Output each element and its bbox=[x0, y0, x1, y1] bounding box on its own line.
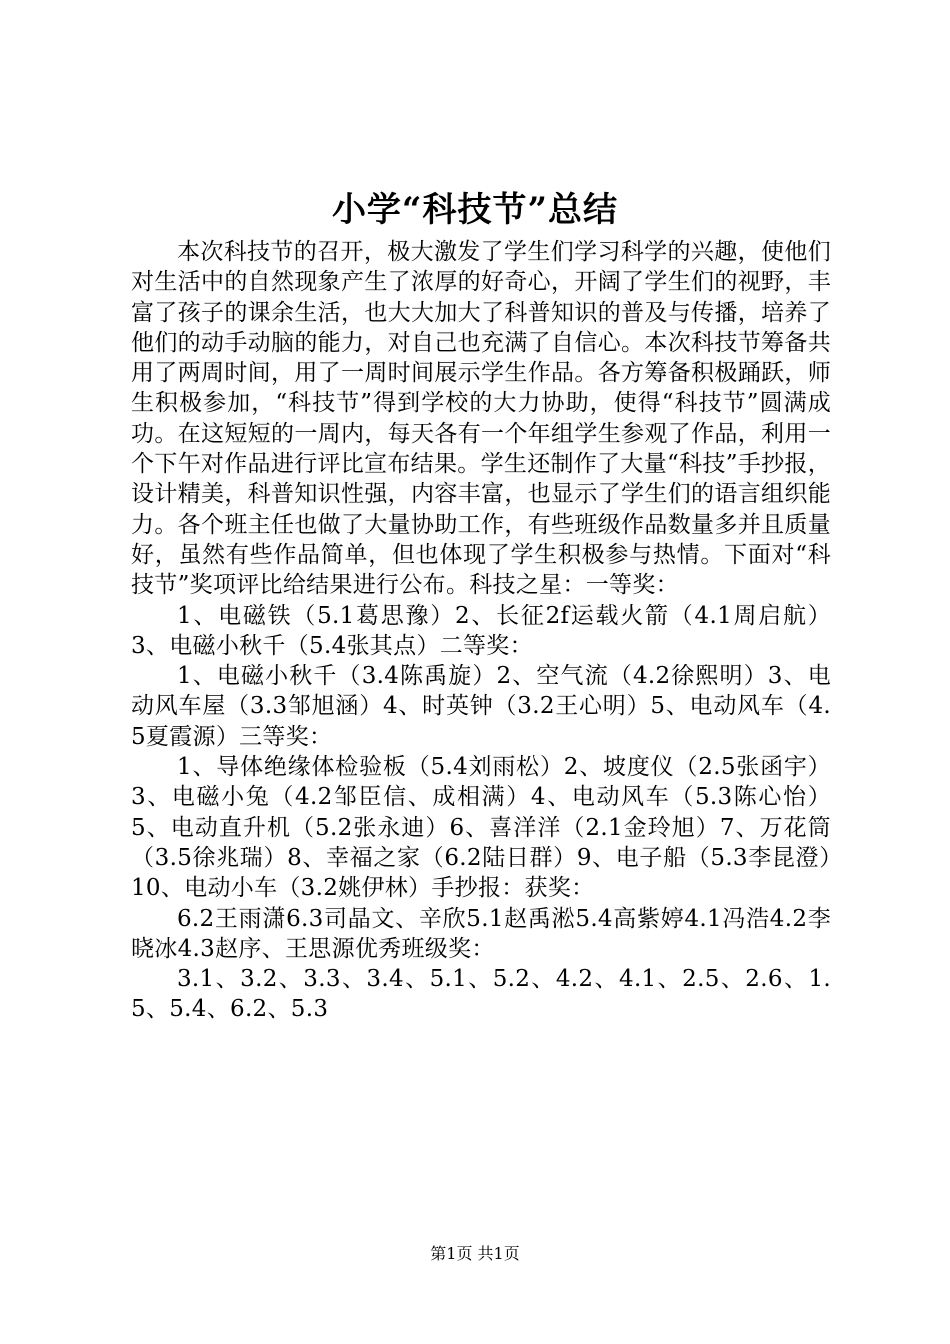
document-title: 小学“科技节”总结 bbox=[331, 190, 619, 230]
page-number-footer: 第1页 共1页 bbox=[430, 1244, 520, 1263]
paragraph-excellent-classes: 3.1、3.2、3.3、3.4、5.1、5.2、4.2、4.1、2.5、2.6、1.5、5.4、6.2、5.3 bbox=[131, 966, 831, 1023]
paragraph-first-prize: 1、电磁铁（5.1葛思豫）2、长征2f运载火箭（4.1周启航）3、电磁小秋千（5.4张其点）二等奖： bbox=[131, 602, 831, 659]
document-body bbox=[131, 237, 831, 1025]
paragraph-third-prize: 1、导体绝缘体检验板（5.4刘雨松）2、坡度仪（2.5张函宇）3、电磁小兔（4.2邹臣信、成相满）4、电动风车（5.3陈心怡）5、电动直升机（5.2张永迪）6、喜洋洋（2.1金玲旭）7、万花筒（3.5徐兆瑞）8、幸福之家（6.2陆日群）9、电子船（5.3李昆澄）10、电动小车（3.2姚伊林）手抄报：获奖： bbox=[131, 754, 831, 902]
paragraph-second-prize: 1、电磁小秋千（3.4陈禹旋）2、空气流（4.2徐熙明）3、电动风车屋（3.3邹旭涵）4、时英钟（3.2王心明）5、电动风车（4.5夏霞源）三等奖： bbox=[131, 663, 831, 750]
paragraph-handout-winners: 6.2王雨潇6.3司晶文、辛欣5.1赵禹淞5.4高紫婷4.1冯浩4.2李晓冰4.3赵序、王思源优秀班级奖： bbox=[131, 905, 831, 962]
paragraph-summary: 本次科技节的召开，极大激发了学生们学习科学的兴趣，使他们对生活中的自然现象产生了浓厚的好奇心，开阔了学生们的视野，丰富了孩子的课余生活，也大大加大了科普知识的普及与传播，培养了他们的动手动脑的能力，对自己也充满了自信心。本次科技节筹备共用了两周时间，用了一周时间展示学生作品。各方筹备积极踊跃，师生积极参加，“科技节”得到学校的大力协助，使得“科技节”圆满成功。在这短短的一周内，每天各有一个年组学生参观了作品，利用一个下午对作品进行评比宣布结果。学生还制作了大量“科技”手抄报，设计精美，科普知识性强，内容丰富，也显示了学生们的语言组织能力。各个班主任也做了大量协助工作，有些班级作品数量多并且质量好，虽然有些作品简单，但也体现了学生积极参与热情。下面对“科技节”奖项评比给结果进行公布。科技之星：一等奖： bbox=[131, 239, 831, 599]
